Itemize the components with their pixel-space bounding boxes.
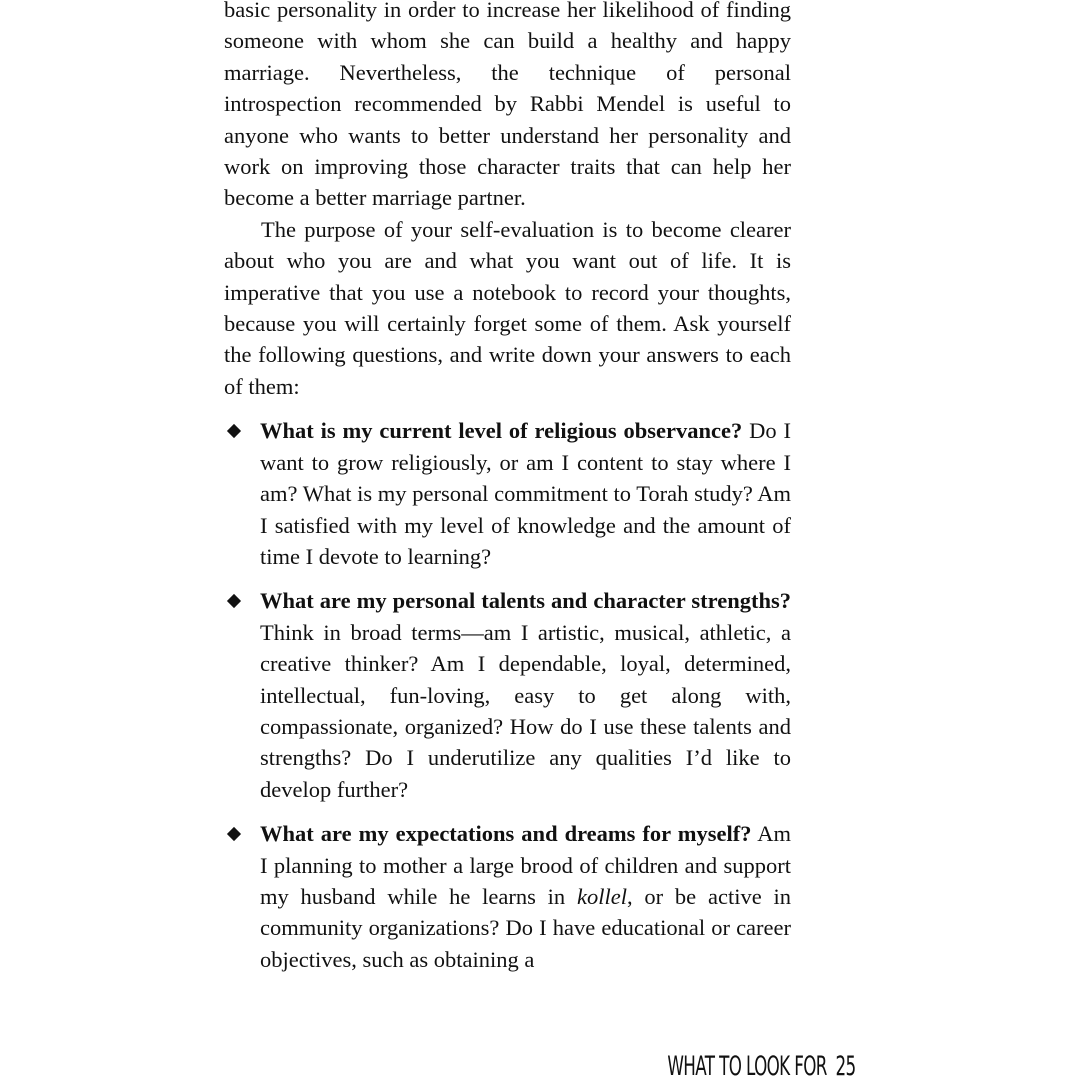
question-heading: What are my personal talents and character strengths?: [260, 588, 791, 614]
italic-term: kollel: [576, 883, 627, 909]
paragraph-2: The purpose of your self-evaluation is to become clearer about who you are and what you want out of life. It is imperative that you use a notebook to record your thoughts, because you will certainly forget some of them. Ask yourself the following questions, and write down your answers to each of them:: [224, 216, 791, 399]
page-footer: [668, 1052, 856, 1082]
question-text: Am I planning to mother a large brood of children and support my husband while he learns in: [260, 821, 791, 909]
diamond-bullet-icon: [227, 424, 241, 438]
question-heading: What is my current level of religious observance?: [260, 418, 743, 444]
page-body: [224, 0, 791, 975]
list-item: [224, 818, 791, 975]
question-text: Think in broad terms—am I artistic, musical, athletic, a creative thinker? Am I dependable, loyal, determined, intellectual, fun-loving, easy to get along with, compassionate, organized? How do I use these talents and strengths? Do I underutilize any qualities I’d like to develop further?: [260, 619, 791, 802]
list-item: [224, 415, 791, 572]
page-number: 25: [835, 1051, 856, 1082]
question-text: Do I want to grow religiously, or am I content to stay where I am? What is my personal commitment to Torah study? Am I satisfied with my level of knowledge and the amount of time I devote to learning?: [260, 418, 791, 569]
list-item: [224, 585, 791, 805]
question-heading: What are my expectations and dreams for myself?: [260, 821, 752, 847]
diamond-bullet-icon: [227, 827, 241, 841]
paragraph-1: basic personality in order to increase her likelihood of finding someone with whom she can build a healthy and happy marriage. Nevertheless, the technique of personal introspection recommended by Rabbi Mendel is useful to anyone who wants to better understand her personality and work on improving those character traits that can help her become a better marriage partner.: [224, 0, 791, 211]
diamond-bullet-icon: [227, 594, 241, 608]
running-title: WHAT TO LOOK FOR: [667, 1051, 828, 1082]
question-list: [224, 415, 791, 975]
question-text-continued: , or be active in community organizations? Do I have educational or career objectives, such as obtaining a: [260, 883, 791, 972]
